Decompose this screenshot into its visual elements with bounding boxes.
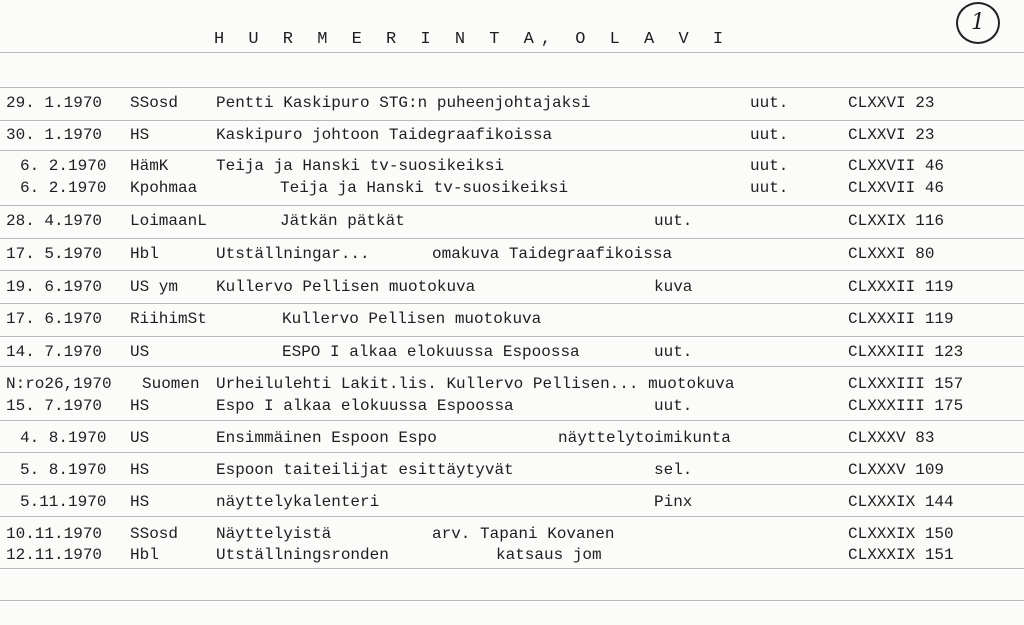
rule-line	[0, 120, 1024, 121]
entry-source: HS	[130, 126, 150, 144]
entry-date: 30. 1.1970	[6, 126, 103, 144]
entry-date: 14. 7.1970	[6, 343, 103, 361]
entry-row	[0, 342, 1024, 362]
entry-date: 19. 6.1970	[6, 278, 103, 296]
entry-text: Teija ja Hanski tv-suosikeiksi	[280, 179, 569, 197]
entry-ref: CLXXXIII 123	[848, 343, 964, 361]
entry-source: HS	[130, 397, 150, 415]
entry-source: Hbl	[130, 245, 159, 263]
entry-ref: CLXXXI 80	[848, 245, 935, 263]
entry-text-secondary: katsaus jom	[496, 546, 602, 564]
entry-text: Ensimmäinen Espoon Espo	[216, 429, 437, 447]
entry-date: 6. 2.1970	[20, 179, 107, 197]
entry-date: 6. 2.1970	[20, 157, 107, 175]
entry-source: US	[130, 343, 150, 361]
entry-ref: CLXXVII 46	[848, 179, 945, 197]
entry-ref: CLXXXII 119	[848, 310, 954, 328]
entry-source: LoimaanL	[130, 212, 207, 230]
entry-date: 5.11.1970	[20, 493, 107, 511]
entry-date: N:ro26,1970	[6, 375, 112, 393]
entry-text: Jätkän pätkät	[280, 212, 405, 230]
card-title: H U R M E R I N T A, O L A V I	[214, 30, 731, 49]
entry-source: Kpohmaa	[130, 179, 198, 197]
entry-type: kuva	[654, 278, 693, 296]
entry-row	[0, 545, 1024, 565]
entry-row	[0, 244, 1024, 264]
entry-row	[0, 492, 1024, 512]
entry-row	[0, 374, 1024, 394]
entry-row	[0, 460, 1024, 480]
entry-source: HS	[130, 461, 150, 479]
rule-line	[0, 52, 1024, 53]
entry-source: SSosd	[130, 525, 179, 543]
entry-ref: CLXXXIII 157	[848, 375, 964, 393]
entry-date: 10.11.1970	[6, 525, 103, 543]
entry-source: HS	[130, 493, 150, 511]
entry-text: Teija ja Hanski tv-suosikeiksi	[216, 157, 505, 175]
entry-row	[0, 178, 1024, 198]
entry-ref: CLXXXIX 150	[848, 525, 954, 543]
entry-source: Hbl	[130, 546, 159, 564]
entry-date: 17. 6.1970	[6, 310, 103, 328]
entry-row	[0, 524, 1024, 544]
entry-row	[0, 156, 1024, 176]
entry-source: Suomen	[142, 375, 200, 393]
entry-text: Pentti Kaskipuro STG:n puheenjohtajaksi	[216, 94, 591, 112]
entry-row	[0, 93, 1024, 113]
entry-text: Espoon taiteilijat esittäytyvät	[216, 461, 514, 479]
entry-text-secondary: omakuva Taidegraafikoissa	[432, 245, 673, 263]
entry-ref: CLXXIX 116	[848, 212, 945, 230]
entry-row	[0, 211, 1024, 231]
rule-line	[0, 568, 1024, 569]
entry-row	[0, 396, 1024, 416]
rule-line	[0, 87, 1024, 88]
rule-line	[0, 150, 1024, 151]
entry-source: SSosd	[130, 94, 179, 112]
entry-text: Espo I alkaa elokuussa Espoossa	[216, 397, 514, 415]
entry-text-secondary: näyttelytoimikunta	[558, 429, 731, 447]
page-number-badge: 1	[956, 2, 1000, 44]
entry-date: 4. 8.1970	[20, 429, 107, 447]
rule-line	[0, 516, 1024, 517]
entry-row	[0, 125, 1024, 145]
rule-line	[0, 366, 1024, 367]
rule-line	[0, 452, 1024, 453]
entry-type: Pinx	[654, 493, 693, 511]
entry-ref: CLXXXII 119	[848, 278, 954, 296]
entry-date: 28. 4.1970	[6, 212, 103, 230]
entry-type: uut.	[750, 94, 789, 112]
entry-text: Kullervo Pellisen muotokuva	[216, 278, 476, 296]
entry-text: Utställningar...	[216, 245, 370, 263]
entry-row	[0, 277, 1024, 297]
entry-row	[0, 309, 1024, 329]
entry-date: 29. 1.1970	[6, 94, 103, 112]
rule-line	[0, 336, 1024, 337]
entry-text: ESPO I alkaa elokuussa Espoossa	[282, 343, 580, 361]
entry-text: Utställningsronden	[216, 546, 389, 564]
entry-ref: CLXXXIX 151	[848, 546, 954, 564]
rule-line	[0, 484, 1024, 485]
rule-line	[0, 600, 1024, 601]
entry-ref: CLXXXV 109	[848, 461, 945, 479]
entry-date: 12.11.1970	[6, 546, 103, 564]
entry-date: 17. 5.1970	[6, 245, 103, 263]
entry-date: 15. 7.1970	[6, 397, 103, 415]
rule-line	[0, 205, 1024, 206]
entry-type: uut.	[750, 126, 789, 144]
entry-text: Kullervo Pellisen muotokuva	[282, 310, 542, 328]
rule-line	[0, 303, 1024, 304]
entry-type: uut.	[750, 157, 789, 175]
entry-text: Urheilulehti Lakit.lis. Kullervo Pellisen... muotokuva	[216, 375, 735, 393]
entry-date: 5. 8.1970	[20, 461, 107, 479]
entry-text-secondary: arv. Tapani Kovanen	[432, 525, 615, 543]
entry-ref: CLXXXIX 144	[848, 493, 954, 511]
entry-ref: CLXXXV 83	[848, 429, 935, 447]
entry-type: uut.	[750, 179, 789, 197]
rule-line	[0, 420, 1024, 421]
entry-source: HämK	[130, 157, 169, 175]
entry-ref: CLXXVI 23	[848, 94, 935, 112]
entry-text: näyttelykalenteri	[216, 493, 380, 511]
entry-type: sel.	[654, 461, 693, 479]
entry-text: Näyttelyistä	[216, 525, 332, 543]
rule-line	[0, 238, 1024, 239]
entry-ref: CLXXVI 23	[848, 126, 935, 144]
entry-row	[0, 428, 1024, 448]
rule-line	[0, 270, 1024, 271]
entry-source: RiihimSt	[130, 310, 207, 328]
entry-type: uut.	[654, 343, 693, 361]
entry-text: Kaskipuro johtoon Taidegraafikoissa	[216, 126, 553, 144]
entry-source: US	[130, 429, 150, 447]
entry-ref: CLXXVII 46	[848, 157, 945, 175]
entry-ref: CLXXXIII 175	[848, 397, 964, 415]
entry-type: uut.	[654, 397, 693, 415]
entry-source: US ym	[130, 278, 179, 296]
entry-type: uut.	[654, 212, 693, 230]
